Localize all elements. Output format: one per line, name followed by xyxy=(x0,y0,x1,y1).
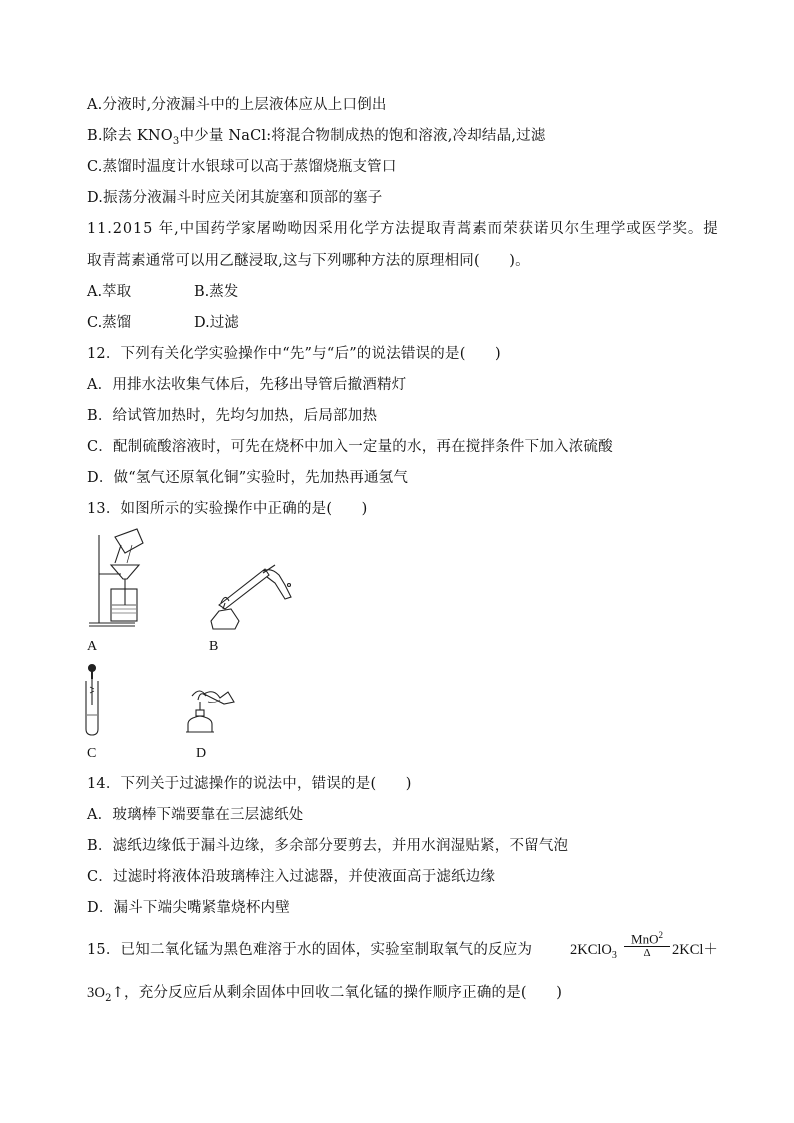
q11-stem-line1: 11.2015 年,中国药学家屠呦呦因采用化学方法提取青蒿素而荣获诺贝尔生理学或医学奖。提 xyxy=(87,221,719,237)
figure-d-label: D xyxy=(196,746,207,761)
figure-a-label: A xyxy=(87,639,98,654)
q15-equation-right: 2KCl＋ xyxy=(672,942,718,958)
q11-stem-line2: 取青蒿素通常可以用乙醚浸取,这与下列哪种方法的原理相同( )。 xyxy=(87,253,530,269)
q14-option-d: D．漏斗下端尖嘴紧靠烧杯内壁 xyxy=(87,900,290,916)
q12-option-c: C．配制硫酸溶液时，可先在烧杯中加入一定量的水，再在搅拌条件下加入浓硫酸 xyxy=(87,439,613,455)
q11-option-b: B.蒸发 xyxy=(194,284,239,300)
figure-c-label: C xyxy=(87,746,97,761)
figure-d-lighting xyxy=(180,682,240,742)
q10-option-d: D.振荡分液漏斗时应关闭其旋塞和顶部的塞子 xyxy=(87,190,383,206)
q10-option-c: C.蒸馏时温度计水银球可以高于蒸馏烧瓶支管口 xyxy=(87,159,397,175)
figure-b-heating xyxy=(205,563,300,633)
q15-reaction-condition: MnO$^2$ Δ xyxy=(624,928,670,959)
q15-stem-line2: $3O_2↑$，充分反应后从剩余固体中回收二氧化锰的操作顺序正确的是( ) xyxy=(87,985,563,1004)
q15-stem: 15．已知二氧化锰为黑色难溶于水的固体，实验室制取氧气的反应为 xyxy=(87,942,533,958)
q12-option-a: A．用排水法收集气体后，先移出导管后撤酒精灯 xyxy=(87,377,407,393)
figure-c-dropper xyxy=(84,663,104,738)
q12-option-b: B．给试管加热时，先均匀加热，后局部加热 xyxy=(87,408,378,424)
q12-option-d: D．做“氢气还原氧化铜”实验时，先加热再通氢气 xyxy=(87,470,409,486)
q14-stem: 14．下列关于过滤操作的说法中，错误的是( ) xyxy=(87,776,412,792)
q11-option-d: D.过滤 xyxy=(194,315,239,331)
q14-option-a: A．玻璃棒下端要靠在三层滤纸处 xyxy=(87,807,304,823)
q12-stem: 12．下列有关化学实验操作中“先”与“后”的说法错误的是( ) xyxy=(87,346,501,362)
q14-option-c: C．过滤时将液体沿玻璃棒注入过滤器，并使液面高于滤纸边缘 xyxy=(87,869,496,885)
q10-option-a: A.分液时,分液漏斗中的上层液体应从上口倒出 xyxy=(87,97,387,113)
q11-option-c: C.蒸馏 xyxy=(87,315,132,331)
q13-stem: 13．如图所示的实验操作中正确的是( ) xyxy=(87,501,368,517)
q10-option-b: B.除去 $KNO_3$中少量 NaCl:将混合物制成热的饱和溶液,冷却结晶,过滤 xyxy=(87,128,546,147)
figure-b-label: B xyxy=(209,639,219,654)
q15-equation-left: 2KClO$_3$ xyxy=(570,942,617,961)
q14-option-b: B．滤纸边缘低于漏斗边缘，多余部分要剪去，并用水润湿贴紧，不留气泡 xyxy=(87,838,569,854)
q11-option-a: A.萃取 xyxy=(87,284,132,300)
figure-a-filtration xyxy=(85,527,165,632)
